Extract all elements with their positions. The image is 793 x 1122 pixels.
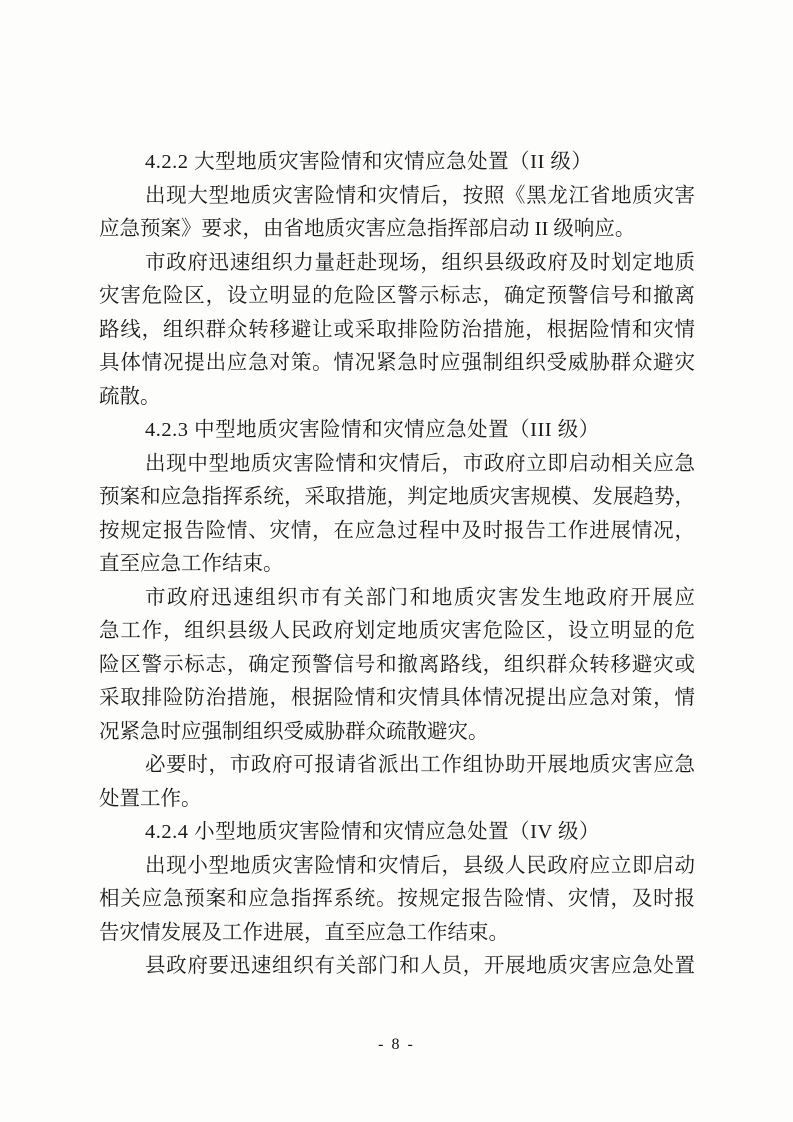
paragraph-line: 采取排险防治措施，根据险情和灾情具体情况提出应急对策，情 xyxy=(99,687,695,709)
paragraph-line: 应急预案》要求，由省地质灾害应急指挥部启动 II 级响应。 xyxy=(99,218,636,240)
paragraph-line: 出现中型地质灾害险情和灾情后，市政府立即启动相关应急 xyxy=(145,452,695,475)
section-heading-line: 4.2.3 中型地质灾害险情和灾情应急处置（III 级） xyxy=(145,419,600,441)
section-heading-line: 4.2.4 小型地质灾害险情和灾情应急处置（IV 级） xyxy=(145,821,601,843)
paragraph-line: 出现小型地质灾害险情和灾情后，县级人民政府应立即启动 xyxy=(145,854,695,877)
paragraph-line: 处置工作。 xyxy=(99,787,202,810)
paragraph-line: 灾害危险区，设立明显的危险区警示标志，确定预警信号和撤离 xyxy=(99,285,695,307)
paragraph-line: 必要时，市政府可报请省派出工作组协助开展地质灾害应急 xyxy=(145,754,695,776)
section-heading-line: 4.2.2 大型地质灾害险情和灾情应急处置（II 级） xyxy=(145,151,593,173)
paragraph-line: 疏散。 xyxy=(99,385,161,408)
paragraph-line: 县政府要迅速组织有关部门和人员，开展地质灾害应急处置 xyxy=(145,955,695,977)
paragraph-line: 具体情况提出应急对策。情况紧急时应强制组织受威胁群众避灾 xyxy=(99,352,695,374)
paragraph-line: 出现大型地质灾害险情和灾情后，按照《黑龙江省地质灾害 xyxy=(145,184,695,207)
paragraph-line: 告灾情发展及工作进展，直至应急工作结束。 xyxy=(99,921,509,944)
paragraph-line: 急工作，组织县级人民政府划定地质灾害危险区，设立明显的危 xyxy=(99,620,695,642)
paragraph-line: 市政府迅速组织力量赶赴现场，组织县级政府及时划定地质 xyxy=(145,251,695,274)
paragraph-line: 况紧急时应强制组织受威胁群众疏散避灾。 xyxy=(99,720,489,743)
paragraph-line: 路线，组织群众转移避让或采取排险防治措施，根据险情和灾情 xyxy=(99,318,695,341)
paragraph-line: 按规定报告险情、灾情，在应急过程中及时报告工作进展情况， xyxy=(99,519,695,542)
page-number: - 8 - xyxy=(378,1036,415,1053)
paragraph-line: 险区警示标志，确定预警信号和撤离路线，组织群众转移避灾或 xyxy=(99,653,695,676)
paragraph-line: 相关应急预案和应急指挥系统。按规定报告险情、灾情，及时报 xyxy=(99,888,695,910)
paragraph-line: 市政府迅速组织市有关部门和地质灾害发生地政府开展应 xyxy=(145,586,695,609)
paragraph-line: 预案和应急指挥系统，采取措施，判定地质灾害规模、发展趋势， xyxy=(99,486,695,508)
paragraph-line: 直至应急工作结束。 xyxy=(99,553,284,575)
document-text xyxy=(99,146,695,984)
